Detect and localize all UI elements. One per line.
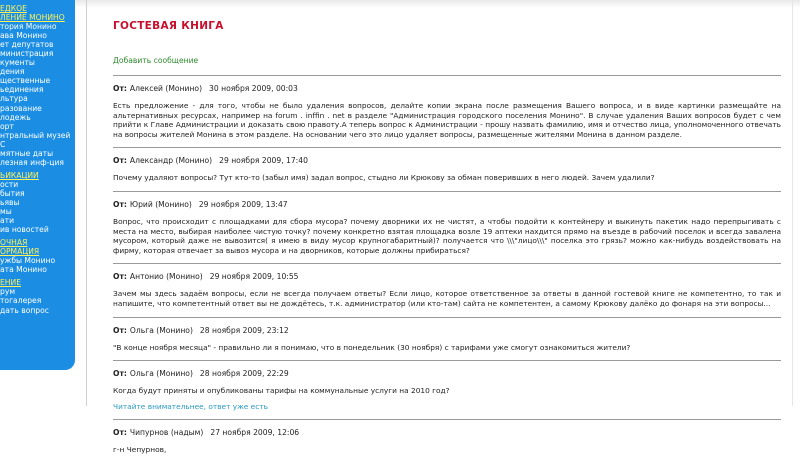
add-message-link[interactable]: Добавить сообщение [113, 56, 199, 65]
post-date: 30 ноября 2009, 00:03 [209, 84, 298, 93]
from-label: От: [113, 84, 127, 93]
post-header [113, 264, 781, 281]
right-border [792, 0, 793, 406]
post-author: Ольга (Монино) [129, 369, 193, 379]
sidebar-item[interactable]: ата Монино [0, 265, 47, 275]
guestbook-content [113, 20, 781, 462]
post-author: Антонио (Монино) [129, 272, 203, 282]
post-header [113, 420, 781, 437]
guestbook-post [113, 419, 781, 462]
post-header [113, 76, 781, 93]
sidebar-item[interactable]: разование [0, 103, 42, 113]
sidebar-section-heading[interactable]: ЛЕНИЕ МОНИНО [0, 13, 65, 23]
sidebar-item[interactable]: кументы [0, 58, 35, 68]
post-date: 29 ноября 2009, 17:40 [219, 156, 308, 166]
from-label: От: [113, 272, 127, 282]
sidebar-item[interactable]: мятные даты [0, 148, 54, 158]
post-author: Юрий (Монино) [129, 199, 192, 209]
sidebar-item[interactable]: рум [0, 287, 16, 297]
from-label: От: [113, 369, 127, 379]
post-date: 27 ноября 2009, 12:06 [210, 427, 300, 437]
post-text: Есть предложение - для того, чтобы не было удаления вопросов, делайте копии экрана после размещения Вашего вопроса, и в виде картинки размещайте на альтернативных ресурсах, например на forum . inffin . net в разделе "Администрация городского поселения Монино". В случае удаления Ваших вопросов будет с чем прийти к Главе Администрации и доказать свою правоту.А теперь вопрос к Администрации - прошу назвать фамилию, имя и отчество лица, уполномоченного отвечать на вопросы жителей Монина в этом разделе. На основании чего это лицо удаляет вопросы, размещенные жителями Монина в данном разделе. [113, 101, 781, 139]
sidebar-menu [0, 4, 75, 315]
post-header [113, 318, 781, 335]
sidebar-item[interactable]: бытия [0, 188, 25, 198]
post-author: Александр (Монино) [129, 156, 213, 166]
sidebar-item[interactable]: ава Монино [0, 31, 47, 41]
sidebar-section-heading[interactable]: ЕДКОЕ [0, 4, 27, 13]
guestbook-post [113, 263, 781, 316]
guestbook-post [113, 147, 781, 191]
post-text: Почему удаляют вопросы? Тут кто-то (забыл имя) задал вопрос, стыдно ли Крюкову за обман поверивших в него людей. Зачем удалили? [113, 173, 655, 183]
sidebar-item[interactable]: лезная инф-ция [0, 157, 64, 167]
sidebar-item[interactable]: нтральный музей [0, 130, 71, 140]
sidebar-item[interactable]: ив новостей [0, 225, 49, 235]
sidebar-item[interactable]: ьявы [0, 197, 20, 207]
top-shadow [75, 0, 800, 8]
post-text: Вопрос, что происходит с площадками для сбора мусора? почему дворники их не чистят, а чтобы подойти к контейнеру и выкинуть пакетик надо перепрыгивать с места на место, выбирая наиболее чистую точку? почему конкретно взятая площадка возле 19 аптеки нахдится прямо на въезде в рабочий поселок и всегда завалена мусором, который даже не вывозится( я имею в виду мусор крупногабаритный)? получается что \\\"лицо\\\" поселка это грязь? можно как-нибудь воздействовать на фирму, которая отвечает за вывоз мусора и на дворников, которые должны прибираться? [113, 216, 781, 255]
sidebar-section-heading[interactable]: ЬИКАЦИИ [0, 170, 39, 180]
post-date: 28 ноября 2009, 22:29 [199, 369, 289, 379]
sidebar-item[interactable]: дения [0, 67, 25, 77]
sidebar-item[interactable]: министрация [0, 49, 54, 59]
post-list [113, 75, 781, 462]
post-header [113, 361, 781, 378]
content-divider [86, 0, 87, 406]
from-label: От: [113, 325, 127, 335]
guestbook-post [113, 317, 781, 361]
from-label: От: [113, 427, 127, 437]
from-label: От: [113, 199, 127, 209]
sidebar-section-heading[interactable]: ОРМАЦИЯ [0, 247, 40, 257]
sidebar-item[interactable]: ет депутатов [0, 40, 54, 50]
sidebar-item[interactable]: орт [0, 121, 14, 131]
post-text: "В конце ноября месяца" - правильно ли я понимаю, что в понедельник (30 ноября) с тарифами уже смогут ознакомиться жители? [113, 342, 631, 352]
post-header [113, 192, 781, 209]
sidebar-item[interactable]: льтура [0, 94, 28, 104]
sidebar-item[interactable]: ости [0, 179, 19, 189]
guestbook-post [113, 75, 781, 147]
post-author: Алексей (Монино) [129, 84, 203, 93]
page-title: ГОСТЕВАЯ КНИГА [113, 20, 224, 32]
post-date: 28 ноября 2009, 23:12 [199, 325, 289, 335]
post-author: Ольга (Монино) [129, 325, 193, 335]
sidebar-item[interactable]: дать вопрос [0, 305, 49, 315]
from-label: От: [113, 156, 127, 166]
post-text: Зачем мы здесь задаём вопросы, если не всегда получаем ответы? Если лицо, которое ответственное за ответы в данной гостевой книге не компетентно, то так и напишите, что компетентный ответ вы не дождётесь, т.к. администратор (или кто-там) сайта не компетентен, а самому Крюкову далёко до фонаря на эти вопросы... [113, 289, 781, 308]
post-author: Чипурнов (надым) [129, 427, 204, 437]
sidebar-item[interactable]: тогалерея [0, 296, 42, 306]
sidebar-section-heading[interactable]: ЕНИЕ [0, 278, 21, 288]
post-date: 29 ноября 2009, 13:47 [198, 199, 288, 209]
admin-reply: Читайте внимательнее, ответ уже есть [113, 401, 268, 411]
sidebar-item[interactable]: щественные [0, 76, 51, 86]
sidebar-item[interactable]: ати [0, 216, 15, 226]
sidebar-item[interactable]: тория Монино [0, 22, 57, 32]
sidebar-item[interactable]: лодежь [0, 112, 31, 122]
sidebar-nav [0, 0, 75, 370]
guestbook-post [113, 191, 781, 263]
sidebar-item[interactable]: ужбы Монино [0, 256, 56, 266]
sidebar-section-heading[interactable]: ОЧНАЯ [0, 238, 28, 248]
sidebar-item[interactable]: С [0, 139, 6, 149]
post-date: 29 ноября 2009, 10:55 [209, 272, 299, 282]
sidebar-item[interactable]: мы [0, 207, 12, 217]
post-header [113, 148, 781, 165]
post-text: г-н Чепурнов, [113, 444, 167, 454]
guestbook-post [113, 360, 781, 419]
sidebar-item[interactable]: ьединения [0, 85, 44, 95]
post-text: Когда будут приняты и опубликованы тарифы на коммунальные услуги на 2010 год? [113, 386, 450, 396]
